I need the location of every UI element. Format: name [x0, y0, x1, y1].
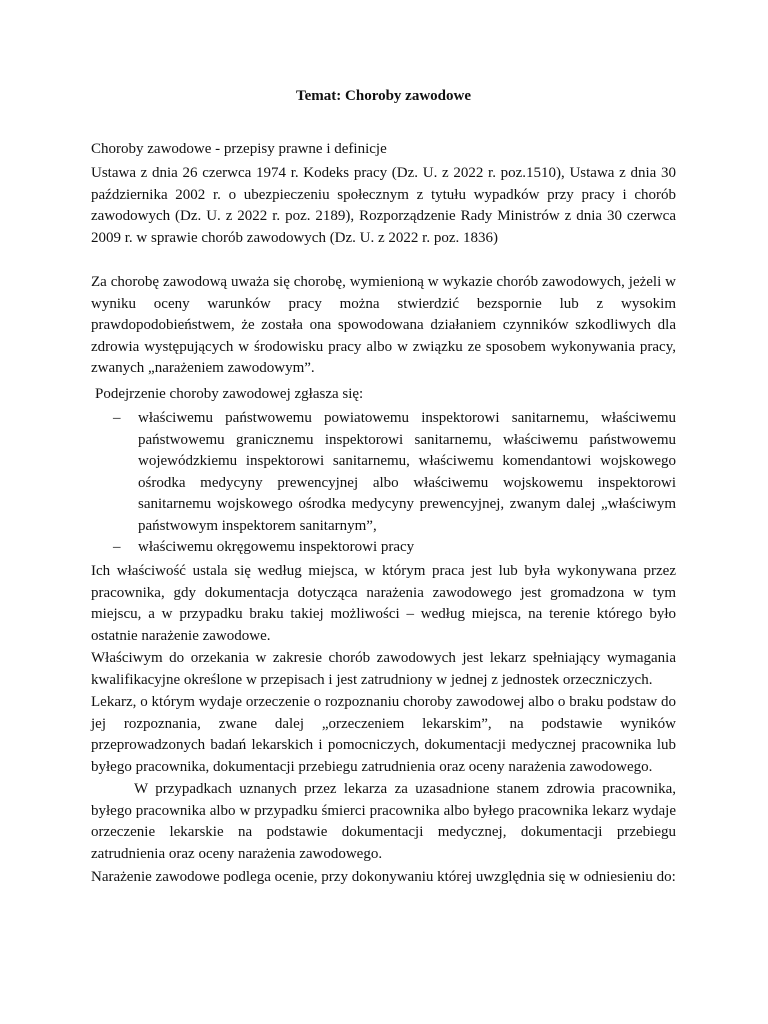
- document-title: Temat: Choroby zawodowe: [296, 88, 471, 104]
- list-dash: –: [113, 410, 121, 426]
- list-item-text: właściwemu okręgowemu inspektorowi pracy: [138, 539, 415, 555]
- exposure-assessment-paragraph: Narażenie zawodowe podlega ocenie, przy dokonywaniu której uwzględnia się w odniesieniu do:: [91, 869, 676, 885]
- jurisdiction-paragraph: Ich właściwość ustala się według miejsca, w którym praca jest lub była wykonywana przez pracownika, gdy dokumentacja dotycząca narażenia zawodowego jest gromadzona w tym miejscu, a w przypadku braku takiej możliwości – według miejsca, na terenie którego było ostatnie narażenie zawodowe.: [91, 563, 676, 644]
- justified-cases-paragraph: W przypadkach uznanych przez lekarza za uzasadnione stanem zdrowia pracownika, byłego pracownika albo w przypadku śmierci pracownika albo byłego pracownika lekarz wydaje orzeczenie lekarskie na podstawie dokumentacji medycznej, dokumentacji przebiegu zatrudnienia oraz oceny narażenia zawodowego.: [91, 781, 676, 862]
- definition-paragraph: Za chorobę zawodową uważa się chorobę, wymienioną w wykazie chorób zawodowych, jeżeli w wyniku oceny warunków pracy można stwierdzić bezspornie lub z wysokim prawdopodobieństwem, że została ona spowodowana działaniem czynników szkodliwych dla zdrowia występujących w środowisku pracy albo w związku ze sposobem wykonywania pracy, zwanych „narażeniem zawodowym”.: [91, 274, 676, 376]
- legal-basis-paragraph: Ustawa z dnia 26 czerwca 1974 r. Kodeks pracy (Dz. U. z 2022 r. poz.1510), Ustawa z dnia 30 października 2002 r. o ubezpieczeniu społecznym z tytułu wypadków przy pracy i chorób zawodowych (Dz. U. z 2022 r. poz. 2189), Rozporządzenie Rady Ministrów z dnia 30 czerwca 2009 r. w sprawie chorób zawodowych (Dz. U. z 2022 r. poz. 1836): [91, 165, 676, 246]
- section-subtitle: Choroby zawodowe - przepisy prawne i definicje: [91, 141, 387, 157]
- report-recipients-list: [91, 408, 676, 559]
- list-item: [91, 408, 676, 537]
- list-item: [91, 537, 676, 559]
- list-item-text: właściwemu państwowemu powiatowemu inspektorowi sanitarnemu, właściwemu państwowemu granicznemu inspektorowi sanitarnemu, właściwemu państwowemu wojewódzkiemu inspektorowi sanitarnemu, właściwemu komendantowi wojskowego ośrodka medycyny prewencyjnej albo właściwemu wojskowemu inspektorowi sanitarnemu wojskowego ośrodka medycyny prewencyjnej, zwanym dalej „właściwym państwowym inspektorem sanitarnym”,: [138, 410, 676, 534]
- medical-certificate-paragraph: Lekarz, o którym wydaje orzeczenie o rozpoznaniu choroby zawodowej albo o braku podstaw do jej rozpoznania, zwane dalej „orzeczeniem lekarskim”, na podstawie wyników przeprowadzonych badań lekarskich i pomocniczych, dokumentacji medycznej pracownika lub byłego pracownika, dokumentacji przebiegu zatrudnienia oraz oceny narażenia zawodowego.: [91, 694, 676, 775]
- competent-doctor-paragraph: Właściwym do orzekania w zakresie chorób zawodowych jest lekarz spełniający wymagania kwalifikacyjne określone w przepisach i jest zatrudniony w jednej z jednostek orzeczniczych.: [91, 650, 676, 688]
- list-dash: –: [113, 539, 121, 555]
- report-intro: Podejrzenie choroby zawodowej zgłasza się:: [95, 386, 364, 402]
